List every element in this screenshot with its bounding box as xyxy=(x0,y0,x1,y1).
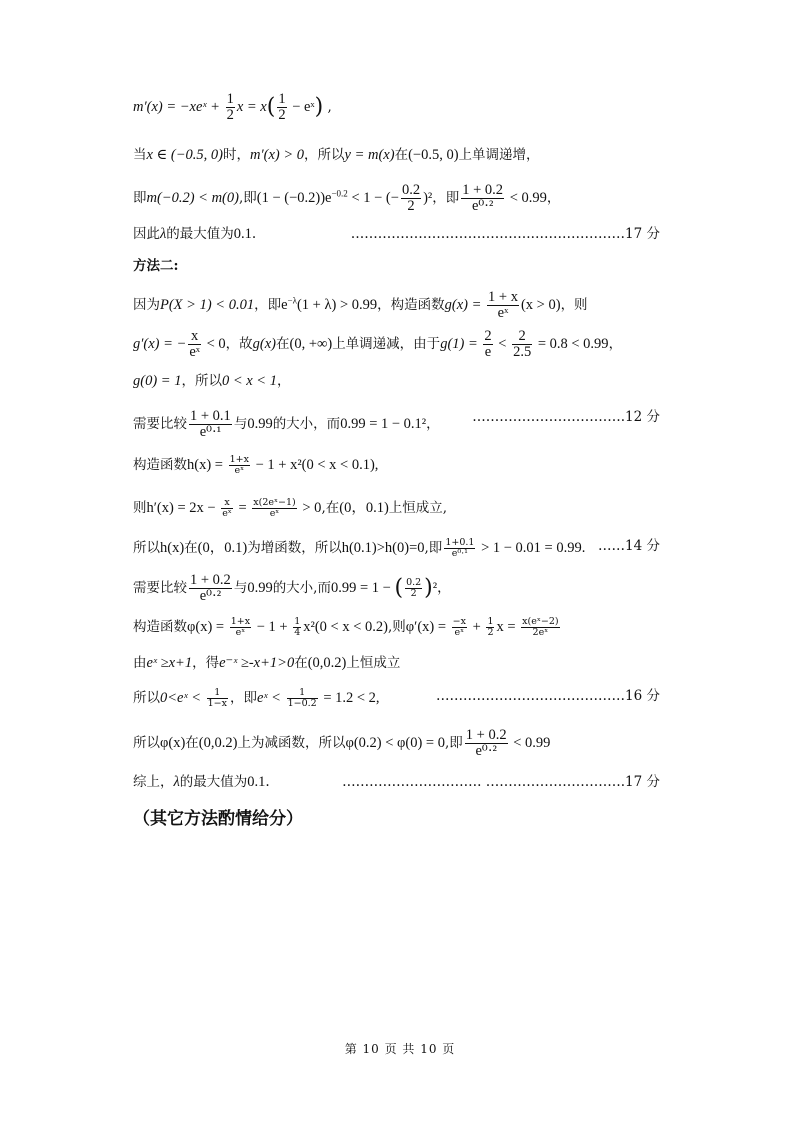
monotonic-increase-line: 当x ∈ (−0.5, 0)时，m′(x) > 0，所以y = m(x)在(−0.5, 0)上单调递增， xyxy=(133,147,540,163)
score-marker: …………………………….12 分 xyxy=(472,409,660,425)
grading-note: （其它方法酌情给分） xyxy=(133,809,303,829)
g-zero-line: g(0) = 1，所以0 < x < 1， xyxy=(133,373,291,389)
construct-h-line: 构造函数h(x) = $\frac{1+x}{\text{eˣ}}$ − 1 + x²(0 < x < 0.1), xyxy=(133,454,379,476)
compare-line-2: 需要比较 $\frac{1 + 0.2}{\text{e⁰·²}}$ 与0.99的大小,而0.99 = 1 − ( $\frac{0.2}{2}$ )²， xyxy=(133,572,451,605)
method-two-heading: 方法二: xyxy=(133,258,179,274)
inequality-line: 即m(−0.2) < m(0),即$(1 - (-0.2))e^{-0.2} < 1$ − (− $\frac{0.2}{2}$ )²，即 $\frac{1 + 0.2}{\text{e⁰·²}}$ < 0.99， xyxy=(133,182,561,215)
formula-derivative-m: m′(x) = −xeˣ + $\frac{1}{2}$ x = x( $\frac{1}{2}$ − eˣ) , xyxy=(133,91,332,124)
conclusion-line-1: 因此λ的最大值为0.1. ………………………………….…………………17 分 xyxy=(133,226,660,242)
exp-bound-line: 所以0<eˣ < $\frac{1}{1-x}$ ，即eˣ < $\frac{1}{1-0.2}$ = 1.2 < 2, ……………………………………16 分 xyxy=(133,687,660,709)
g-derivative-line: g′(x) = − $\frac{x}{\text{eˣ}}$ < 0，故g(x)在(0, +∞)上单调递减，由于g(1) = $\frac{2}{e}$ < $\frac{2}{2.5}$ = 0.8 < 0.99， xyxy=(133,328,623,361)
score-marker: …………………………. ………………………….17 分 xyxy=(342,774,660,790)
conclusion-line-2: 综上，λ的最大值为0.1. …………………………. ………………………….17 分 xyxy=(133,774,660,790)
probability-line: 因为P(X > 1) < 0.01，即$e^{-\lambda}(1 + \lambda) > 0.99$，构造函数g(x) = $\frac{1 + x}{\text{eˣ}}$ (x > 0)，则 xyxy=(133,289,588,322)
h-derivative-line: 则h′(x) = 2x − $\frac{x}{\text{eˣ}}$ = $\frac{\text{x(2eˣ−1)}}{\text{eˣ}}$ > 0,在(0，0.1)上恒成立, xyxy=(133,497,448,519)
construct-phi-line: 构造函数φ(x) = $\frac{1+x}{\text{eˣ}}$ − 1 + $\frac{1}{4}$ x²(0 < x < 0.2),则φ′(x) = $\frac{-x}{\text{eˣ}}$ + $\frac{1}{2}$ x = $\frac{\text{x(eˣ−2)}}{\text{2eˣ}}$ xyxy=(133,616,559,638)
score-marker: ……14 分 xyxy=(598,538,660,554)
exp-inequality-line: 由eˣ ≥x+1，得e⁻ˣ ≥-x+1>0在(0,0.2)上恒成立 xyxy=(133,655,401,671)
score-marker: ………………………………….…………………17 分 xyxy=(350,226,660,242)
page-number-footer: 第 10 页 共 10 页 xyxy=(344,1042,456,1056)
phi-decreasing-line: 所以φ(x)在(0,0.2)上为减函数，所以φ(0.2) < φ(0) = 0,即 $\frac{1 + 0.2}{\text{e⁰·²}}$ < 0.99 xyxy=(133,727,551,760)
compare-line-1: 需要比较 $\frac{1 + 0.1}{\text{e⁰·¹}}$ 与0.99的大小，而0.99 = 1 − 0.1²， …………………………….12 分 xyxy=(133,408,660,441)
score-marker: ……………………………………16 分 xyxy=(436,688,660,704)
h-increasing-line: 所以h(x)在(0，0.1)为增函数，所以h(0.1)>h(0)=0,即 $\frac{1+0.1}{\text{e⁰·¹}}$ > 1 − 0.01 = 0.99. ……14 分 xyxy=(133,537,660,559)
